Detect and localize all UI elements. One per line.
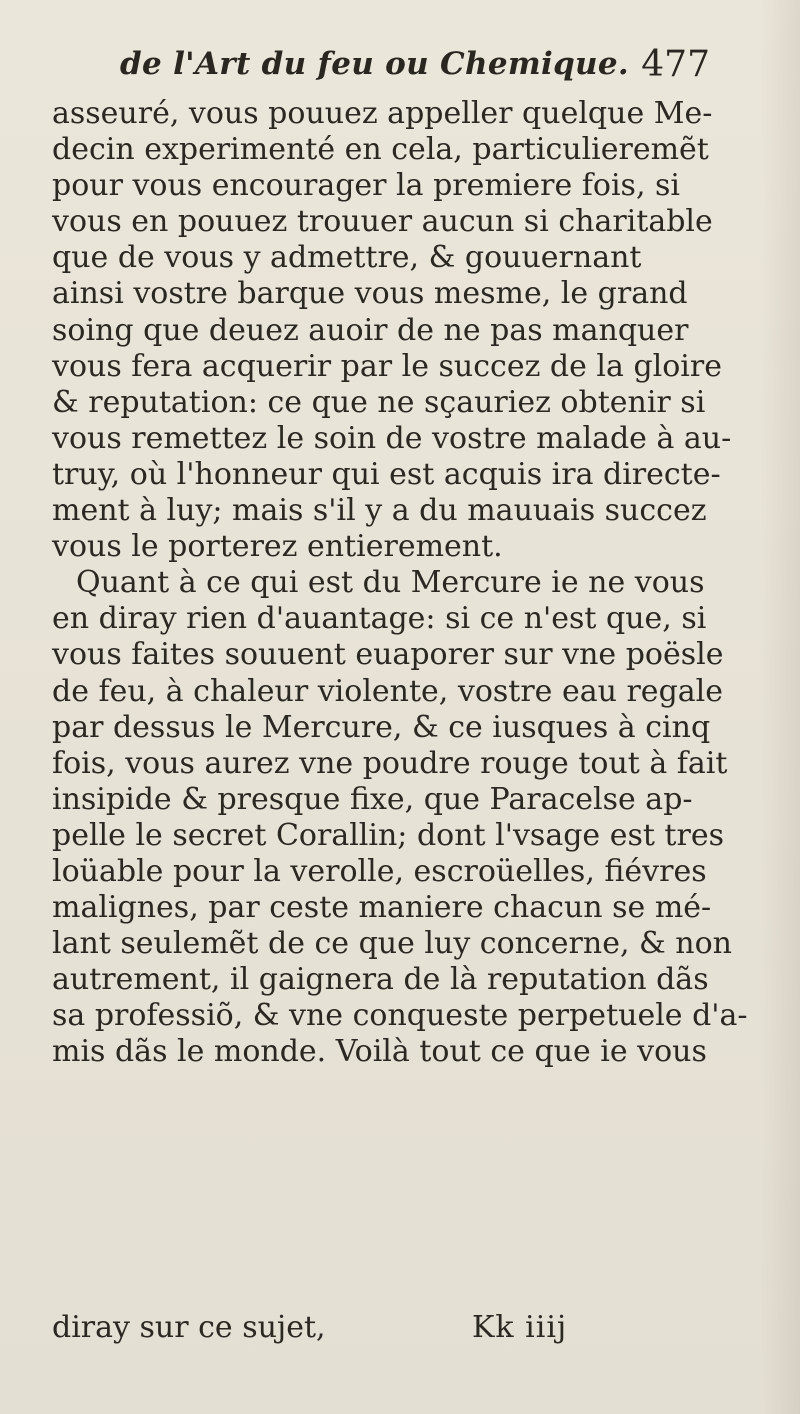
- last-text-line: diray sur ce sujet,: [52, 1310, 326, 1345]
- text-line: en diray rien d'auantage: si ce n'est que, si: [52, 601, 707, 637]
- page-number: 477: [641, 44, 710, 85]
- text-line: sa professiõ, & vne conqueste perpetuele d'a-: [52, 998, 748, 1034]
- signature-mark: Kk iiij: [472, 1310, 568, 1345]
- text-line: vous remettez le soin de vostre malade à au-: [52, 420, 732, 456]
- text-line: soing que deuez auoir de ne pas manquer: [52, 312, 689, 348]
- text-line: ment à luy; mais s'il y a du mauuais succez: [52, 493, 707, 529]
- text-line: que de vous y admettre, & gouuernant: [52, 240, 642, 276]
- running-head: de l'Art du feu ou Chemique.: [120, 46, 630, 82]
- text-line: de feu, à chaleur violente, vostre eau regale: [52, 673, 724, 709]
- text-line: asseuré, vous pouuez appeller quelque Me-: [52, 96, 713, 131]
- text-line: malignes, par ceste maniere chacun se mé-: [52, 890, 712, 926]
- text-line: lant seulemẽt de ce que luy concerne, & non: [52, 926, 732, 962]
- text-line: ainsi vostre barque vous mesme, le grand: [52, 276, 688, 312]
- text-line: pelle le secret Corallin; dont l'vsage est tres: [52, 817, 724, 853]
- page-footer: [52, 1310, 768, 1350]
- text-line: & reputation: ce que ne sçauriez obtenir si: [52, 384, 706, 420]
- text-line: par dessus le Mercure, & ce iusques à cinq: [52, 709, 711, 745]
- text-line: autrement, il gaignera de là reputation dãs: [52, 962, 709, 998]
- text-line: truy, où l'honneur qui est acquis ira directe-: [52, 456, 721, 492]
- text-line: decin experimenté en cela, particulieremẽt: [52, 132, 709, 168]
- text-line: loüable pour la verolle, escroüelles, fiévres: [52, 853, 707, 889]
- text-line: mis dãs le monde. Voilà tout ce que ie vous: [52, 1034, 707, 1070]
- body-text: [52, 96, 768, 1071]
- text-line: vous fera acquerir par le succez de la gloire: [52, 348, 722, 384]
- text-line: vous faites souuent euaporer sur vne poësle: [52, 637, 724, 673]
- text-line: vous le porterez entierement.: [52, 529, 503, 565]
- text-line: vous en pouuez trouuer aucun si charitable: [52, 204, 713, 240]
- page-header: [120, 38, 710, 94]
- text-line: fois, vous aurez vne poudre rouge tout à fait: [52, 745, 728, 781]
- text-line: Quant à ce qui est du Mercure ie ne vous: [76, 565, 705, 601]
- text-line: pour vous encourager la premiere fois, si: [52, 168, 681, 204]
- text-line: insipide & presque fixe, que Paracelse ap-: [52, 781, 693, 817]
